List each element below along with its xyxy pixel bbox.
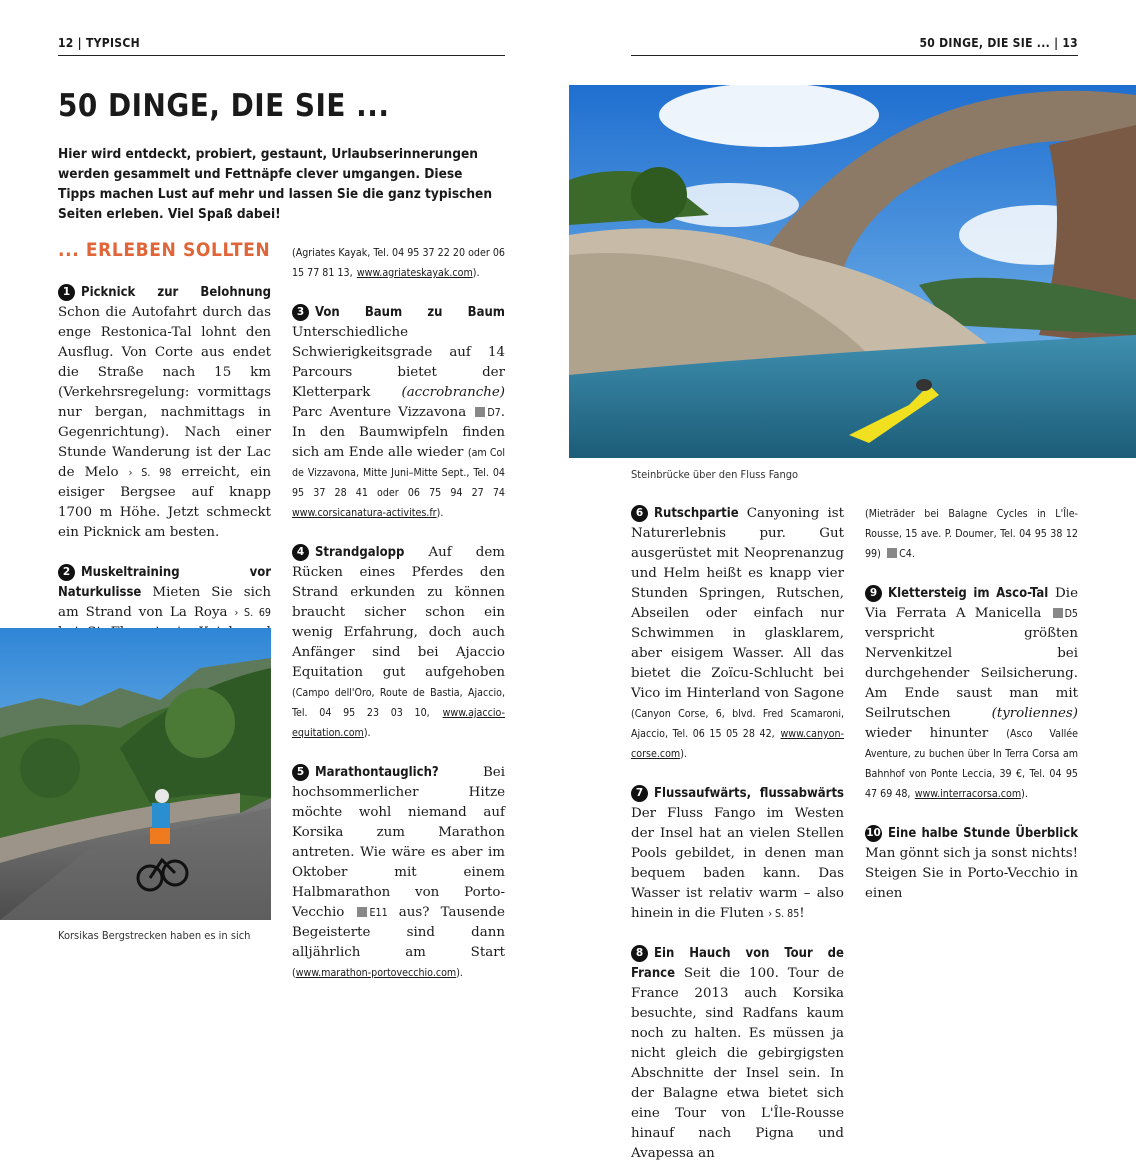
list-item: 7 Flussaufwärts, flussabwärts Der Fluss Fango im Westen der Insel hat an vielen Stellen Pools gebildet, in denen man bequem baden kann. Das Wasser ist relativ warm – also hinein in die Fluten › S. 85! xyxy=(631,786,844,921)
section-heading: ... ERLEBEN SOLLTEN xyxy=(58,239,271,261)
website-link[interactable]: www.canyon-corse.com xyxy=(631,728,844,760)
item-title: Ein Hauch von Tour de France xyxy=(631,946,844,981)
map-reference: D7 xyxy=(487,407,501,419)
header-rule-left xyxy=(58,55,505,56)
item-title: Marathontauglich? xyxy=(315,765,439,780)
list-item: 3 Von Baum zu Baum Unterschiedliche Schwierigkeitsgrade auf 14 Parcours bietet der Kletterpark (accrobranche) Parc Aventure Vizzavona D7. In den Baumwipfeln finden sich am Ende alle wieder (am Col de Vizzavona, Mitte Juni–Mitte Sept., Tel. 04 95 37 28 41 oder 06 75 94 27 74 www.corsicanatura-activites.fr). xyxy=(292,305,505,519)
number-badge: 1 xyxy=(58,284,75,301)
map-reference: D5 xyxy=(1064,608,1078,620)
map-icon xyxy=(887,548,897,558)
running-header-right: 50 DINGE, DIE SIE ... | 13 xyxy=(919,36,1078,50)
map-icon xyxy=(1053,608,1063,618)
website-link[interactable]: www.marathon-portovecchio.com xyxy=(295,967,457,979)
number-badge: 4 xyxy=(292,544,309,561)
number-badge: 7 xyxy=(631,785,648,802)
list-item-continuation: (Agriates Kayak, Tel. 04 95 37 22 20 oder 06 15 77 81 13, www.agriateskayak.com). xyxy=(292,247,505,279)
number-badge: 9 xyxy=(865,585,882,602)
page-reference: › S. 85 xyxy=(768,908,800,920)
number-badge: 2 xyxy=(58,564,75,581)
item-title: Strandgalopp xyxy=(315,545,405,560)
map-reference: E11 xyxy=(369,907,388,919)
item-title: Flussaufwärts, flussabwärts xyxy=(654,786,844,801)
list-item: 8 Ein Hauch von Tour de France Seit die 100. Tour de France 2013 auch Korsika besuchte, sind Radfans kaum noch zu halten. Es müssen ja nicht gleich die gebirgigsten Abschnitte der Insel sein. In der Balagne etwa bietet sich eine Tour von L'Île-Rousse hinauf nach Pigna und Avapessa an xyxy=(631,946,845,1161)
item-title: Rutschpartie xyxy=(654,506,739,521)
map-icon xyxy=(357,907,367,917)
website-link[interactable]: www.ajaccio-equitation.com xyxy=(292,707,505,739)
photo-caption-left: Korsikas Bergstrecken haben es in sich xyxy=(58,929,251,942)
photo-bridge xyxy=(569,85,1136,458)
photo-caption-right: Steinbrücke über den Fluss Fango xyxy=(631,468,799,481)
text-column-4 xyxy=(865,504,1078,904)
item-title: Von Baum zu Baum xyxy=(315,305,505,320)
item-title: Muskeltraining vor Naturkulisse xyxy=(58,565,271,600)
list-item: 10 Eine halbe Stunde Überblick Man gönnt sich ja sonst nichts! Steigen Sie in Porto-Vecchio in einen xyxy=(865,826,1078,901)
website-link[interactable]: www.corsicanatura-activites.fr xyxy=(292,507,437,519)
item-title: Picknick zur Belohnung xyxy=(81,285,271,300)
number-badge: 8 xyxy=(631,945,648,962)
item-title: Eine halbe Stunde Überblick xyxy=(888,826,1078,841)
text-column-2 xyxy=(292,243,505,983)
item-title: Klettersteig im Asco-Tal xyxy=(888,586,1049,601)
list-item: 9 Klettersteig im Asco-Tal Die Via Ferrata A Manicella D5 verspricht größten Nervenkitzel bei durchgehender Seilsicherung. Am Ende saust man mit Seilrutschen (tyroliennes) wieder hinunter (Asco Vallée Aventure, zu buchen über In Terra Corsa am Bahnhof von Ponte Leccia, 39 €, Tel. 04 95 47 69 48, www.interracorsa.com). xyxy=(865,586,1078,800)
text-column-3 xyxy=(631,504,844,1164)
list-item: 1 Picknick zur Belohnung Schon die Autofahrt durch das enge Restonica-Tal lohnt den Ausflug. Von Corte aus endet die Straße nach 15 km (Verkehrsregelung: vormittags nur bergan, nachmittags in Gegenrichtung). Nach einer Stunde Wanderung ist der Lac de Melo › S. 98 erreicht, ein eisiger Bergsee auf knapp 1700 m Höhe. Jetzt schmeckt ein Picknick am besten. xyxy=(58,285,271,540)
map-reference: C4 xyxy=(899,548,912,560)
intro-text: Hier wird entdeckt, probiert, gestaunt, Urlaubserinnerungen werden gesammelt und Fettnäpfe clever umgangen. Diese Tipps machen Lust auf mehr und lassen Sie die ganz typischen Seiten erleben. Viel Spaß dabei! xyxy=(58,146,493,222)
number-badge: 3 xyxy=(292,304,309,321)
cyclist-photo-image xyxy=(0,628,271,920)
photo-cyclist xyxy=(0,628,271,920)
number-badge: 5 xyxy=(292,764,309,781)
bridge-photo-image xyxy=(569,85,1136,458)
list-item-continuation: (Mieträder bei Balagne Cycles in L'Île-Rousse, 15 ave. P. Doumer, Tel. 04 95 38 12 99) C4. xyxy=(865,508,1078,560)
page-reference: › S. 98 xyxy=(128,467,172,479)
website-link[interactable]: www.agriateskayak.com xyxy=(356,267,473,279)
website-link[interactable]: www.interracorsa.com xyxy=(914,788,1022,800)
page-title: 50 DINGE, DIE SIE ... xyxy=(58,88,390,124)
page-reference: › S. 69 xyxy=(234,607,271,619)
running-header-left: 12 | TYPISCH xyxy=(58,36,140,50)
number-badge: 10 xyxy=(865,825,882,842)
list-item: 6 Rutschpartie Canyoning ist Naturerlebnis pur. Gut ausgerüstet mit Neoprenanzug und Helm heißt es knapp vier Stunden Springen, Rutschen, Abseilen oder einfach nur Schwimmen in glasklarem, aber eisigem Wasser. All das bietet die Zoïcu-Schlucht bei Vico im Hinterland von Sagone (Canyon Corse, 6, blvd. Fred Scamaroni, Ajaccio, Tel. 06 15 05 28 42, www.canyon-corse.com). xyxy=(631,506,844,760)
list-item: 5 Marathontauglich? Bei hochsommerlicher Hitze möchte wohl niemand auf Korsika zum Marathon antreten. Wie wäre es aber im Oktober mit einem Halbmarathon von Porto-Vecchio E11 aus? Tausende Begeisterte sind dann alljährlich am Start (www.marathon-portovecchio.com). xyxy=(292,765,505,979)
header-rule-right xyxy=(631,55,1078,56)
map-icon xyxy=(475,407,485,417)
list-item: 2 Muskeltraining vor Naturkulisse Mieten Sie sich am Strand von La Roya › S. 69 xyxy=(58,565,271,620)
number-badge: 6 xyxy=(631,505,648,522)
list-item: 4 Strandgalopp Auf dem Rücken eines Pferdes den Strand erkunden zu können braucht sicher schon ein wenig Erfahrung, doch auch Anfänger sind bei Ajaccio Equitation gut aufgehoben (Campo dell'Oro, Route de Bastia, Ajaccio, Tel. 04 95 23 03 10, www.ajaccio-equitation.com). xyxy=(292,545,505,739)
